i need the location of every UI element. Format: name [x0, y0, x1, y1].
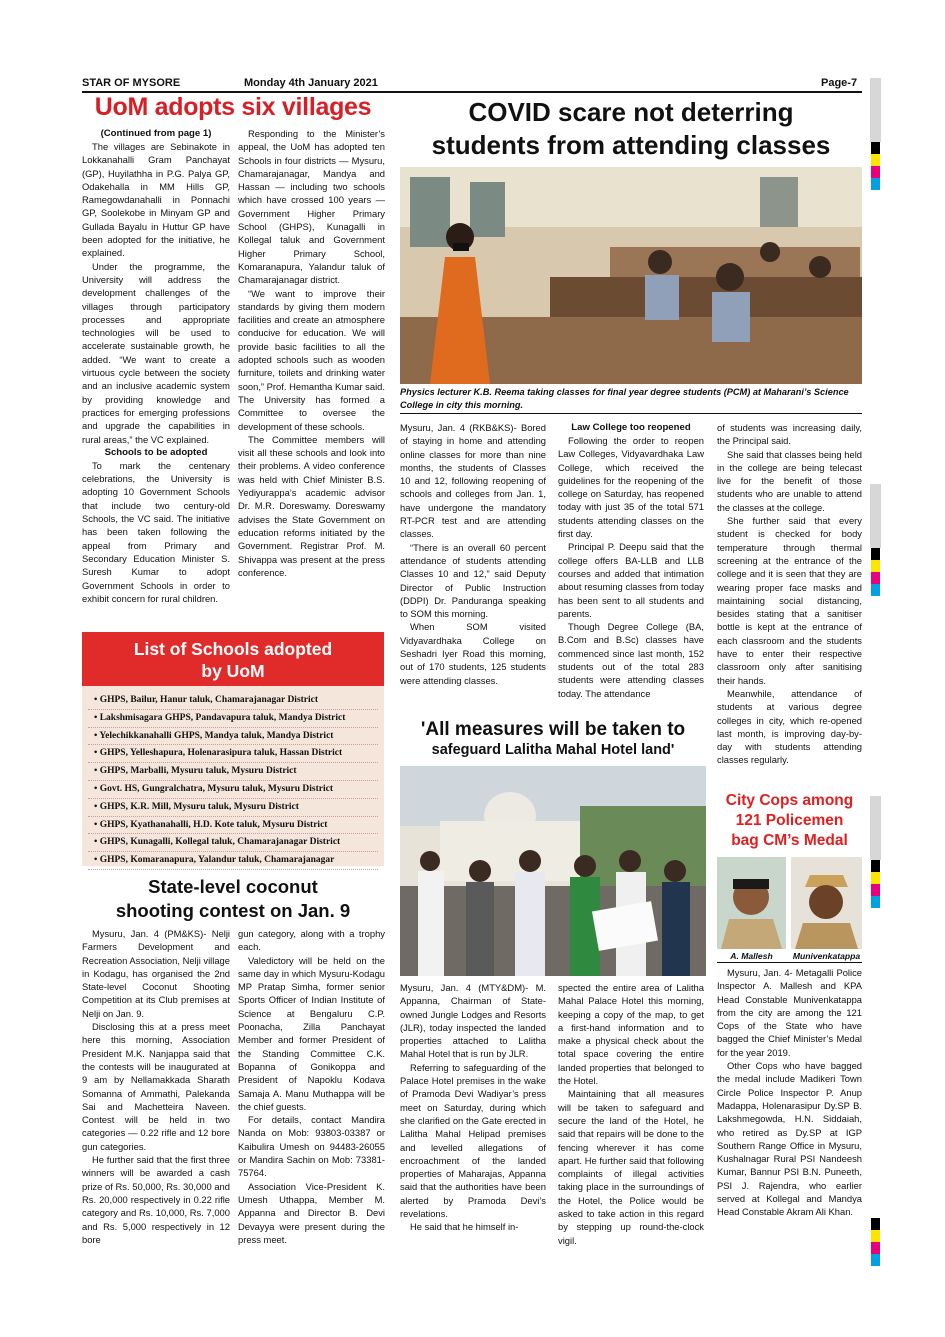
- registration-swatches: [871, 142, 880, 190]
- uom-para: Under the programme, the University will address the development challenges of the villages through participatory processes and appropriate technologies will be used to accelerate sustainable growth, he added. “We want to create a virtuous cycle between the society and an inclusive academic system by providing knowledge and practices for emerging professions and upgrade the capabilities in rural areas,” the VC explained.: [82, 260, 230, 445]
- lalitha-col-2: [558, 981, 704, 1247]
- uom-headline: UoM adopts six villages: [94, 93, 372, 121]
- page-number: Page-7: [821, 77, 858, 89]
- lalitha-photo: [400, 766, 706, 976]
- school-item: • Govt. HS, Gungralchatra, Mysuru taluk, Mysuru District: [88, 781, 378, 799]
- cop-photo-1: [717, 857, 786, 949]
- school-item: • GHPS, Komaranapura, Yalandur taluk, Chamarajanagar: [88, 852, 378, 870]
- school-item: • GHPS, Yelleshapura, Holenarasipura taluk, Hassan District: [88, 745, 378, 763]
- school-item: • Lakshmisagara GHPS, Pandavapura taluk, Mandya District: [88, 710, 378, 728]
- coconut-para: Disclosing this at a press meet here this morning, Association President M.K. Nanjappa said that the contests will be inaugurated at 9 am by Nellamakkada Sharath Somanna of Ammathi, Palekanda Sai and Machetteira Naveen. Contest will be held in two categories — 0.22 rifle and 12 bore gun categories.: [82, 1021, 230, 1152]
- paper-name: STAR OF MYSORE: [82, 77, 181, 89]
- cops-headline: City Cops among 121 Policemen bag CM’s Medal: [725, 792, 854, 849]
- covid-col-2: [558, 421, 704, 700]
- schools-title: List of Schools adopted by UoM: [133, 639, 333, 681]
- classroom-caption: Physics lecturer K.B. Reema taking classes for final year degree students (PCM) at Maharani’s Science College in city this morning.: [400, 387, 849, 410]
- cops-col: [717, 966, 862, 1219]
- covid-col-1: [400, 421, 546, 687]
- school-item: • GHPS, Bailur, Hanur taluk, Chamarajanagar District: [88, 692, 378, 710]
- school-item: • GHPS, Kunagalli, Kollegal taluk, Chamarajanagar District: [88, 834, 378, 852]
- lalitha-col-1: [400, 981, 546, 1234]
- lalitha-headline-2: safeguard Lalitha Mahal Hotel land': [431, 742, 675, 758]
- issue-date: Monday 4th January 2021: [244, 77, 378, 89]
- school-item: • GHPS, Marballi, Mysuru taluk, Mysuru District: [88, 763, 378, 781]
- coconut-para: For details, contact Mandira Nanda on Mob: 93803-03387 or Kaibulira Umesh on 94483-26055 or Mandira Sachin on Mob: 73381-75764.: [238, 1114, 385, 1179]
- lalitha-headline: 'All measures will be taken to: [420, 719, 686, 740]
- covid-para: She said that classes being held in the college are being telecast live for the benefit of those students who are unable to attend the classes at the college.: [717, 448, 862, 513]
- lalitha-illustration: [400, 766, 706, 976]
- schools-box: [82, 632, 384, 866]
- coconut-headline: State-level coconut shooting contest on Jan. 9: [115, 876, 351, 921]
- covid-para: Following the order to reopen Law Colleges, Vidyavardhaka Law College, which received the guidelines for the reopening of the college on Saturday, has reopened today with just 35 of the total 571 students attending classes on the first day.: [558, 435, 704, 540]
- coconut-para: He further said that the first three winners will be awarded a cash prize of Rs. 50,000, Rs. 30,000 and Rs. 20,000 respectively in 0.22 rifle category and Rs. 10,000, Rs. 7,000 and Rs. 5,000 respectively in 12 bore: [82, 1154, 230, 1245]
- registration-swatches: [871, 860, 880, 908]
- registration-bar: [870, 78, 881, 142]
- covid-para: Principal P. Deepu said that the college offers BA-LLB and LLB courses and added that intimation about resuming classes from today has been sent to all students and parents.: [558, 541, 704, 619]
- covid-para: “There is an overall 60 percent attendance of students attending Classes 10 and 12,” said Deputy Director of Public Instruction (DDPI) Dr. Panduranga speaking to SOM this morning.: [400, 541, 546, 620]
- lalitha-para: He said that he himself in-: [410, 1221, 519, 1233]
- coconut-para: Mysuru, Jan. 4 (PM&KS)- Nelji Farmers Development and Recreation Association, Nelji village in Kodagu, has organised the 2nd State-level Coconut Shooting Competition at its Club premises at Nelji on Jan. 9.: [82, 928, 230, 1019]
- cop-name-1: A. Mallesh: [730, 951, 773, 961]
- uom-para: The villages are Sebinakote in Lokkanahalli Gram Panchayat (GP), Huyilathha in P.G. Palya GP, Odakehalla in MM Hills GP, Ramegowdanahalli in Ponnachi GP, Soolekobe in Minyam GP and Gullada Bayalu in Huttur GP have been adopted for the initiative, he explained.: [82, 141, 230, 259]
- covid-para: Though Degree College (BA, B.Com and B.Sc) classes have commenced since last month, 152 students out of the total 283 students were attending classes today. The attendance: [558, 621, 704, 699]
- caption-rule: [400, 413, 862, 414]
- classroom-photo: [400, 167, 862, 384]
- coconut-para: Association Vice-President K. Umesh Uthappa, Member M. Appanna and Director B. Devi Devayya were present during the press meet.: [238, 1180, 385, 1245]
- uom-subhead: Schools to be adopted: [104, 446, 208, 458]
- classroom-illustration: [400, 167, 862, 384]
- cops-para: Other Cops who have bagged the medal include Madikeri Town Circle Police Inspector P. Anup Madappa, Holenarasipur Dy.SP B. Lakshmegowda, H.N. Siddaiah, who retired as Dy.SP at IGP Southern Range Office in Mysuru, Kushalnagar Rural PSI Nandeesh Kumar, Bannur PSI B.N. Puneeth, PSI J. Rajendra, who earlier served at Kollegal and Mandya Head Constable Akram Ali Khan.: [717, 1060, 862, 1218]
- cops-para: Mysuru, Jan. 4- Metagalli Police Inspector A. Mallesh and KPA Head Constable Munivenkatappa from the city are among the 121 Cops of the State who have bagged the Chief Minister’s Medal for the year 2019.: [717, 967, 862, 1058]
- covid-subhead: Law College too reopened: [571, 422, 691, 433]
- cop-name-2: Munivenkatappa: [792, 951, 861, 961]
- covid-col-3: [717, 421, 862, 767]
- registration-swatches: [871, 1218, 880, 1266]
- covid-para: When SOM visited Vidyavardhaka College on Seshadri Iyer Road this morning, out of 170 students, 125 students were attending classes.: [400, 621, 546, 686]
- lalitha-para: spected the entire area of Lalitha Mahal Palace Hotel this morning, keeping a copy of the map, to get a first-hand information and to make a physical check about the total space covering the entire landed properties that belonged to the Hotel.: [558, 982, 704, 1087]
- coconut-col-2: [238, 927, 385, 1246]
- lalitha-para: Maintaining that all measures will be taken to safeguard and secure the land of the Hotel, he said that repairs will be done to the fencing wherever it has come apart. He further said that following complaints of illegal activities taking place in the surroundings of the Hotel, the Police would be asked to take action in this regard by stepping up round-the-clock vigil.: [558, 1088, 704, 1246]
- cop-1-illustration: [717, 857, 786, 949]
- covid-headline: COVID scare not deterring students from attending classes: [431, 97, 831, 160]
- coconut-para: gun category, along with a trophy each.: [238, 928, 385, 953]
- lalitha-para: Referring to safeguarding of the Palace Hotel premises in the wake of Pramoda Devi Wadiyar’s press meet on Saturday, during which she clarified on the Gate erected in Lalitha Mahal Helipad premises and levelled allegations of encroachment of the landed properties of Maharajas, Appanna said that the authorities have been alerted by Pramoda Devi’s revelations.: [400, 1061, 546, 1220]
- uom-col-2: [238, 127, 385, 579]
- schools-title-bar: [82, 632, 384, 686]
- coconut-para: Valedictory will be held on the same day in which Mysuru-Kodagu MP Pratap Simha, former senior Sports Officer of Indian Institute of Science at Bengaluru C.P. Poonacha, Zilla Panchayat Member and former President of the Standing Committee C.K. Bopanna of Gonikoppa and President of Napoklu Kodava Samaja A. Manu Muthappa will be the chief guests.: [238, 954, 385, 1112]
- registration-swatches: [871, 548, 880, 596]
- covid-para: Mysuru, Jan. 4 (RKB&KS)- Bored of staying in home and attending online classes for more than nine months, the students of Classes 10 and 12, following reopening of schools and colleges from Jan. 1, have undergone the mandatory RT-PCR test and are attending classes.: [400, 422, 546, 540]
- school-item: • GHPS, Kyathanahalli, H.D. Kote taluk, Mysuru District: [88, 817, 378, 835]
- lalitha-para: Mysuru, Jan. 4 (MTY&DM)- M. Appanna, Chairman of State-owned Jungle Lodges and Resorts (JLR), today inspected the landed properties attached to Lalitha Mahal Hotel that is run by JLR.: [400, 982, 546, 1060]
- school-item: • GHPS, K.R. Mill, Mysuru taluk, Mysuru District: [88, 799, 378, 817]
- uom-para: The Committee members will visit all these schools and look into their problems. A video conference was held with Chief Minister B.S. Yediyurappa’s academic advisor Dr. M.R. Doreswamy. Doreswamy advises the State Government on education reforms initiated by the Government. Registrar Prof. M. Shivappa was present at the press conference.: [238, 433, 385, 578]
- uom-col-1: [82, 127, 230, 605]
- cops-rule: [717, 962, 862, 963]
- registration-bar: [870, 484, 881, 548]
- covid-para: She further said that every student is checked for body temperature through thermal screening at the entrance of the college and it is seen that they are wearing proper face masks and maintaining social distancing, besides stating that a sanitiser bottle is kept at the entrance of each classroom and the students have to enter their respective classroom only after sanitising their hands.: [717, 515, 862, 686]
- schools-list: [82, 686, 384, 870]
- covid-para: of students was increasing daily, the Principal said.: [717, 422, 862, 447]
- uom-para: Responding to the Minister’s appeal, the UoM has adopted ten Schools in four districts — Mysuru, Chamarajanagar, Mandya and Hassan — including two schools which have crossed 100 years — Government Higher Primary School (GHPS), Kunagalli in Kollegal taluk and Government Higher Primary School, Komaranapura, Yalandur taluk of Chamarajanagar district.: [238, 128, 385, 286]
- school-item: • Yelechikkanahalli GHPS, Mandya taluk, Mandya District: [88, 728, 378, 746]
- coconut-col-1: [82, 927, 230, 1246]
- uom-para: To mark the centenary celebrations, the University is adopting 10 Government Schools that include two century-old Schools, the VC said. The initiative has been taken following the appeal from Primary and Secondary Education Minister S. Suresh Kumar to adopt Government Schools in order to exhibit concern for rural children.: [82, 459, 230, 604]
- covid-para: Meanwhile, attendance of students at various degree colleges in city, which re-opened last month, is improving day-by-day with students attending classes regularly.: [717, 687, 862, 766]
- cop-2-illustration: [791, 857, 862, 949]
- registration-bar: [870, 796, 881, 860]
- uom-continued: (Continued from page 1): [100, 128, 212, 139]
- cop-photo-2: [791, 857, 862, 949]
- uom-para: “We want to improve their standards by giving them modern facilities and create an atmosphere conducive for education. We will provide basic facilities to all the adopted schools such as wooden furniture, toilets and drinking water soon,” Prof. Hemantha Kumar said. The University has formed a Committee to oversee the development of these schools.: [238, 287, 385, 432]
